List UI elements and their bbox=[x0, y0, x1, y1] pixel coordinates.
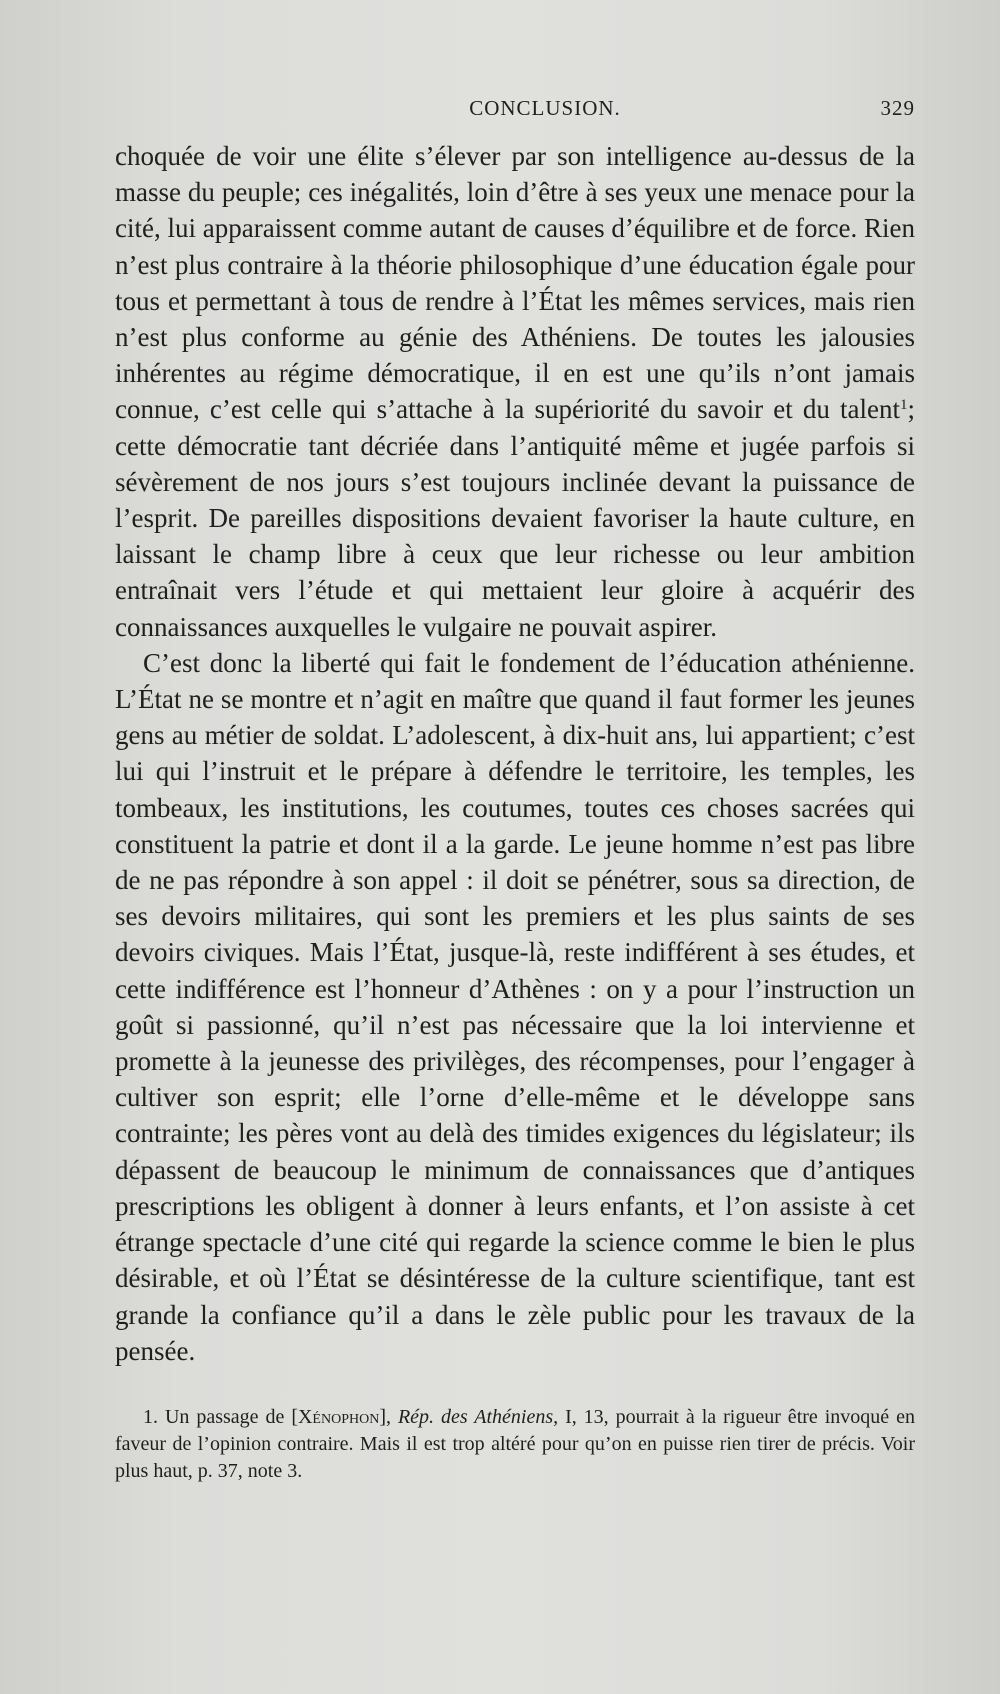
paragraph-1-part-a: choquée de voir une élite s’élever par son intelligence au-dessus de la masse du peuple; ces inégalités, loin d’être à ses yeux une menace pour la cité, lui apparaissent comme autant de causes d’équilibre et de force. Rien n’est plus contraire à la théorie philosophique d’une éducation égale pour tous et permettant à tous de rendre à l’État les mêmes services, mais rien n’est plus conforme au génie des Athéniens. De toutes les jalousies inhérentes au régime démocratique, il en est une qu’ils n’ont jamais connue, c’est celle qui s’attache à la supériorité du savoir et du talent bbox=[115, 141, 915, 425]
footnote-text-pre: Un passage de [ bbox=[158, 1406, 298, 1428]
footnote-text-post: I, 13, pourrait à la rigueur être invoqué en faveur de l’opinion contraire. Mais il est trop altéré pour qu’on en puisse rien tirer de précis. Voir plus haut, p. 37, note 3. bbox=[115, 1406, 915, 1482]
footnote-reference: 1 bbox=[899, 397, 908, 414]
footnotes bbox=[115, 1404, 915, 1485]
chapter-title: CONCLUSION. bbox=[469, 96, 621, 120]
page-number: 329 bbox=[880, 96, 915, 120]
footnote-1 bbox=[115, 1404, 915, 1485]
footnote-work-title: Rép. des Athéniens, bbox=[397, 1406, 559, 1428]
paragraph-2: C’est donc la liberté qui fait le fondement de l’éducation athénienne. L’État ne se montre et n’agit en maître que quand il faut former les jeunes gens au métier de soldat. L’adolescent, à dix-huit ans, lui appartient; c’est lui qui l’instruit et le prépare à défendre le territoire, les temples, les tombeaux, les institutions, les coutumes, toutes ces choses sacrées qui constituent la patrie et dont il a la garde. Le jeune homme n’est pas libre de ne pas répondre à son appel : il doit se pénétrer, sous sa direction, de ses devoirs militaires, qui sont les premiers et les plus saints de ses devoirs civiques. Mais l’État, jusque-là, reste indifférent à ses études, et cette indifférence est l’honneur d’Athènes : on y a pour l’instruction un goût si passionné, qu’il n’est pas nécessaire que la loi intervienne et promette à la jeunesse des privilèges, des récompenses, pour l’engager à cultiver son esprit; elle l’orne d’elle-même et le développe sans contrainte; les pères vont au delà des timides exigences du législateur; ils dépassent de beaucoup le minimum de connaissances que d’antiques prescriptions les obligent à donner à leurs enfants, et l’on assiste à cet étrange spectacle d’une cité qui regarde la science comme le bien le plus désirable, et où l’État se désintéresse de la culture scientifique, tant est grande la confiance qu’il a dans le zèle public pour les travaux de la pensée. bbox=[115, 647, 915, 1366]
footnote-text-mid: ], bbox=[379, 1406, 398, 1428]
running-head bbox=[115, 96, 915, 124]
paragraph-1-part-b: ; cette démocratie tant décriée dans l’antiquité même et jugée parfois si sévèrement de nos jours s’est toujours inclinée devant la puissance de l’esprit. De pareilles dispositions devaient favoriser la haute culture, en laissant le champ libre à ceux que leur richesse ou leur ambition entraînait vers l’étude et qui mettaient leur gloire à acquérir des connaissances auxquelles le vulgaire ne pouvait aspirer. bbox=[115, 394, 915, 642]
footnote-number: 1. bbox=[143, 1406, 158, 1428]
body-text bbox=[115, 138, 915, 1369]
footnote-author: Xénophon bbox=[297, 1406, 380, 1428]
paragraph-1 bbox=[115, 138, 915, 645]
